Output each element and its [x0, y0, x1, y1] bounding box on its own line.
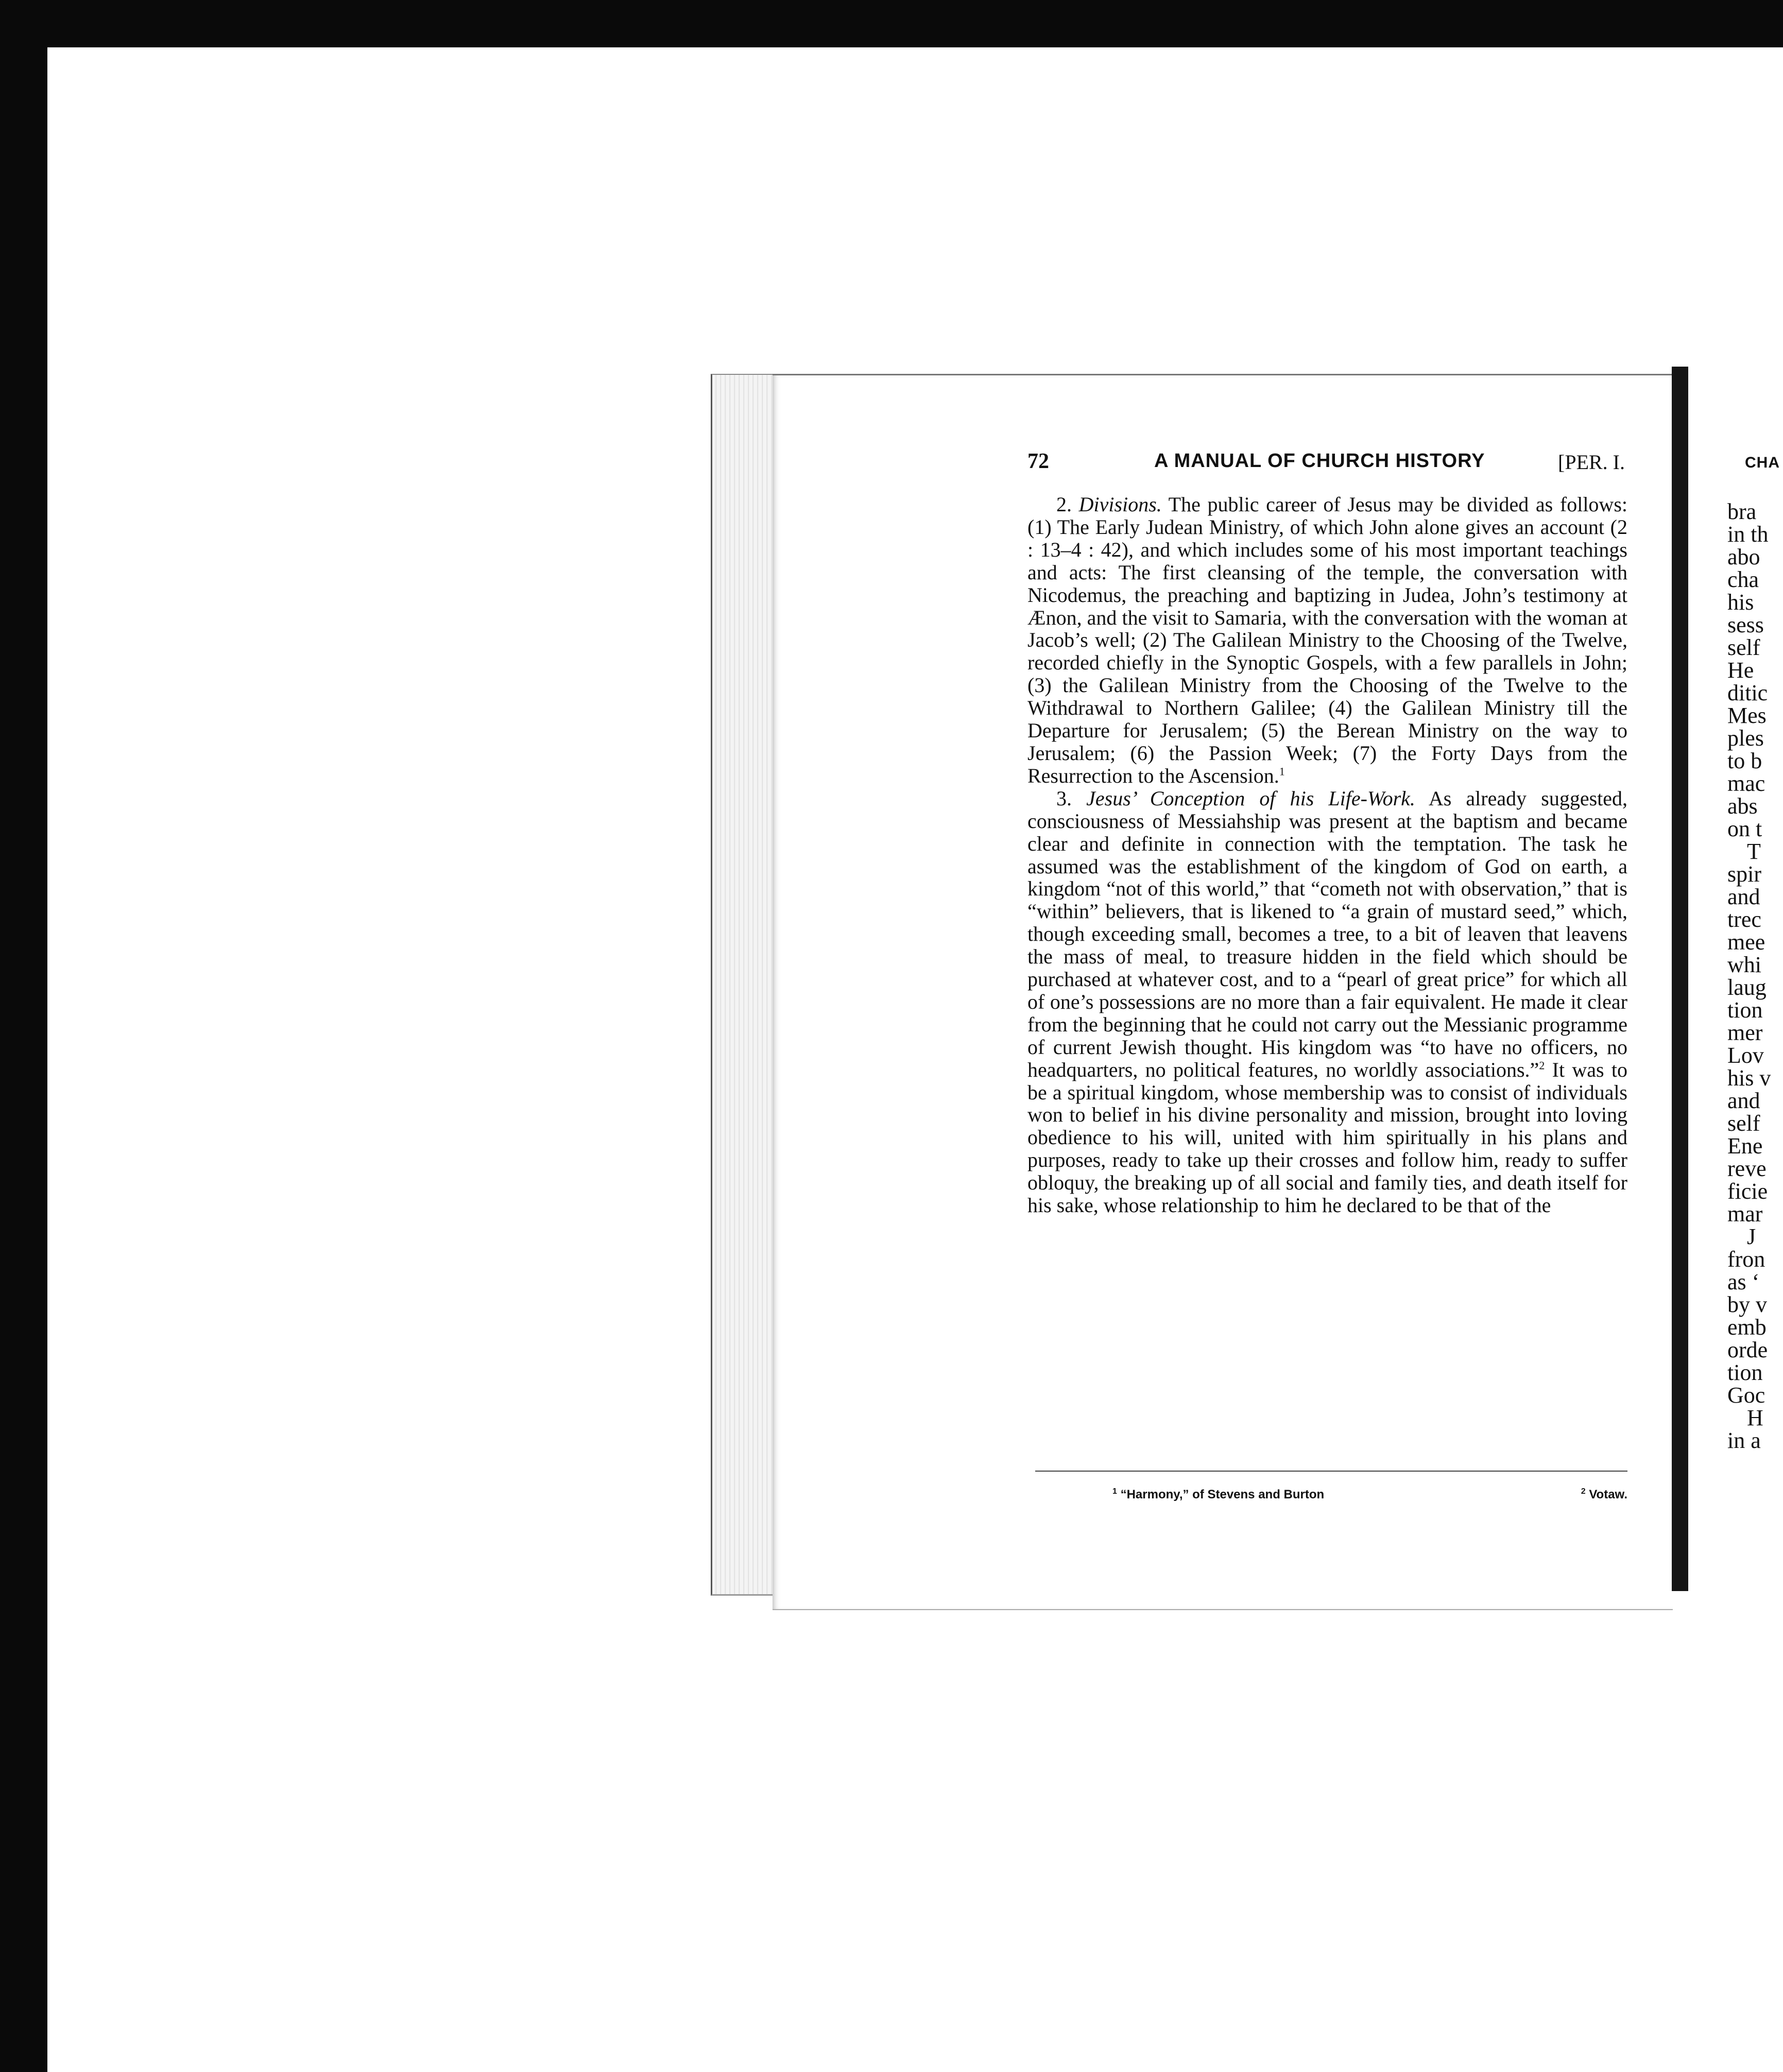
footnote-ref: 2 — [1539, 1059, 1545, 1072]
facing-line-fragment: ditic — [1727, 680, 1768, 705]
page-body — [1027, 493, 1627, 1217]
facing-page — [1688, 367, 1783, 1613]
footnotes — [1112, 1487, 1627, 1508]
facing-line-fragment: spir — [1727, 861, 1761, 887]
facing-line-fragment: He — [1727, 658, 1754, 683]
paragraph-divisions — [1027, 493, 1627, 787]
footnote-2 — [1581, 1487, 1627, 1502]
scan-border-left — [0, 0, 47, 2072]
facing-line-fragment: mer — [1727, 1020, 1763, 1045]
facing-line-fragment: sess — [1727, 612, 1764, 637]
footnote-ref: 1 — [1279, 765, 1285, 778]
blank-left-area — [47, 47, 717, 2072]
facing-line-fragment: fron — [1727, 1247, 1765, 1272]
facing-line-fragment: H — [1747, 1405, 1763, 1430]
facing-line-fragment: tion — [1727, 997, 1763, 1023]
paragraph-text: As already suggested, consciousness of Messiahship was present at the baptism and became clear and definite in connection with the temptation. The task he assumed was the establishment of the kingdom of God on earth, a kingdom “not of this world,” that “cometh not with observation,” that is “within” believers, that is likened to “a grain of mustard seed,” which, though exceeding small, becomes a tree, to a bit of leaven that leavens the mass of meal, to treasure hidden in the field which should be purchased at whatever cost, and to a “pearl of great price” for which all of one’s possessions are no more than a fair equivalent. He made it clear from the beginning that he could not carry out the Messianic programme of current Jewish thought. His kingdom was “to have no officers, no headquarters, no political features, no worldly associations.” — [1027, 786, 1628, 1081]
footnote-rule — [1035, 1471, 1627, 1472]
facing-line-fragment: his — [1727, 590, 1754, 615]
running-head — [1027, 449, 1625, 478]
paragraph-text-continued: It was to be a spiritual kingdom, whose membership was to consist of individuals won to belief in his divine personality and mission, brought into loving obedience to his will, united with him spiritually in his plans and purposes, ready to take up their crosses and follow him, ready to suffer obloquy, the breaking up of all social and family ties, and death itself for his sake, whose relationship to him he declared to be that of the — [1027, 1058, 1627, 1217]
facing-line-fragment: T — [1747, 839, 1761, 864]
facing-line-fragment: bra — [1727, 499, 1757, 524]
facing-line-fragment: abs — [1727, 793, 1758, 819]
footnote-text: Votaw. — [1589, 1488, 1627, 1501]
facing-page-lines — [1727, 500, 1783, 1452]
facing-line-fragment: on t — [1727, 816, 1762, 841]
facing-line-fragment: Mes — [1727, 703, 1767, 728]
footnote-mark: 1 — [1112, 1487, 1117, 1496]
paragraph-conception — [1027, 787, 1627, 1217]
facing-line-fragment: emb — [1727, 1315, 1767, 1340]
facing-line-fragment: to b — [1727, 748, 1762, 773]
facing-line-fragment: mee — [1727, 929, 1765, 955]
facing-line-fragment: J — [1747, 1224, 1756, 1249]
scan-border-top — [0, 0, 1783, 47]
facing-line-fragment: orde — [1727, 1337, 1768, 1362]
paragraph-heading: Divisions. — [1078, 493, 1162, 516]
facing-line-fragment: reve — [1727, 1156, 1767, 1181]
facing-line-fragment: and — [1727, 884, 1760, 909]
facing-line-fragment: tion — [1727, 1360, 1763, 1385]
facing-line-fragment: his v — [1727, 1065, 1771, 1091]
period-mark: [PER. I. — [1558, 451, 1625, 474]
facing-line-fragment: abo — [1727, 544, 1760, 569]
facing-line-fragment: Lov — [1727, 1043, 1764, 1068]
facing-line-fragment: laug — [1727, 975, 1767, 1000]
paragraph-number: 3. — [1056, 786, 1072, 810]
paragraph-number: 2. — [1056, 493, 1072, 516]
running-title: A MANUAL OF CHURCH HISTORY — [1154, 450, 1485, 472]
facing-line-fragment: ficie — [1727, 1179, 1768, 1204]
footnote-mark: 2 — [1581, 1487, 1586, 1496]
facing-line-fragment: and — [1727, 1088, 1760, 1113]
page-number: 72 — [1027, 450, 1049, 473]
paragraph-text: The public career of Jesus may be divided as follows: (1) The Early Judean Ministry, of which John alone gives an account (2 : 13–4 : 42), and which includes some of his most important teachings and acts: The first cleansing of the temple, the conversation with Nicodemus, the preaching and baptizing in Judea, John’s testimony at Ænon, and the visit to Samaria, with the conversation with the woman at Jacob’s well; (2) The Galilean Ministry to the Choosing of the Twelve, recorded chiefly in the Synoptic Gospels, with a few parallels in John; (3) the Galilean Ministry from the Choosing of the Twelve to the Withdrawal to Northern Galilee; (4) the Galilean Ministry till the Departure for Jerusalem; (5) the Berean Ministry on the way to Jerusalem; (6) the Passion Week; (7) the Forty Days from the Resurrection to the Ascension. — [1027, 493, 1627, 787]
facing-line-fragment: self — [1727, 635, 1760, 660]
facing-line-fragment: in th — [1727, 522, 1769, 547]
paragraph-heading: Jesus’ Conception of his Life-Work. — [1086, 786, 1415, 810]
facing-line-fragment: cha — [1727, 567, 1759, 592]
book-gutter — [1672, 367, 1688, 1591]
facing-running-head: CHA — [1745, 454, 1780, 471]
facing-line-fragment: trec — [1727, 907, 1761, 932]
facing-line-fragment: Ene — [1727, 1133, 1763, 1159]
facing-line-fragment: as ‘ — [1727, 1269, 1760, 1294]
facing-line-fragment: self — [1727, 1111, 1760, 1136]
footnote-1 — [1112, 1487, 1324, 1502]
facing-line-fragment: ples — [1727, 726, 1764, 751]
facing-line-fragment: by v — [1727, 1292, 1767, 1317]
facing-line-fragment: Goc — [1727, 1383, 1765, 1408]
facing-line-fragment: whi — [1727, 952, 1761, 977]
facing-line-fragment: mar — [1727, 1201, 1763, 1227]
footnote-text: “Harmony,” of Stevens and Burton — [1120, 1488, 1325, 1501]
facing-line-fragment: mac — [1727, 771, 1765, 796]
facing-line-fragment: in a — [1727, 1428, 1761, 1453]
